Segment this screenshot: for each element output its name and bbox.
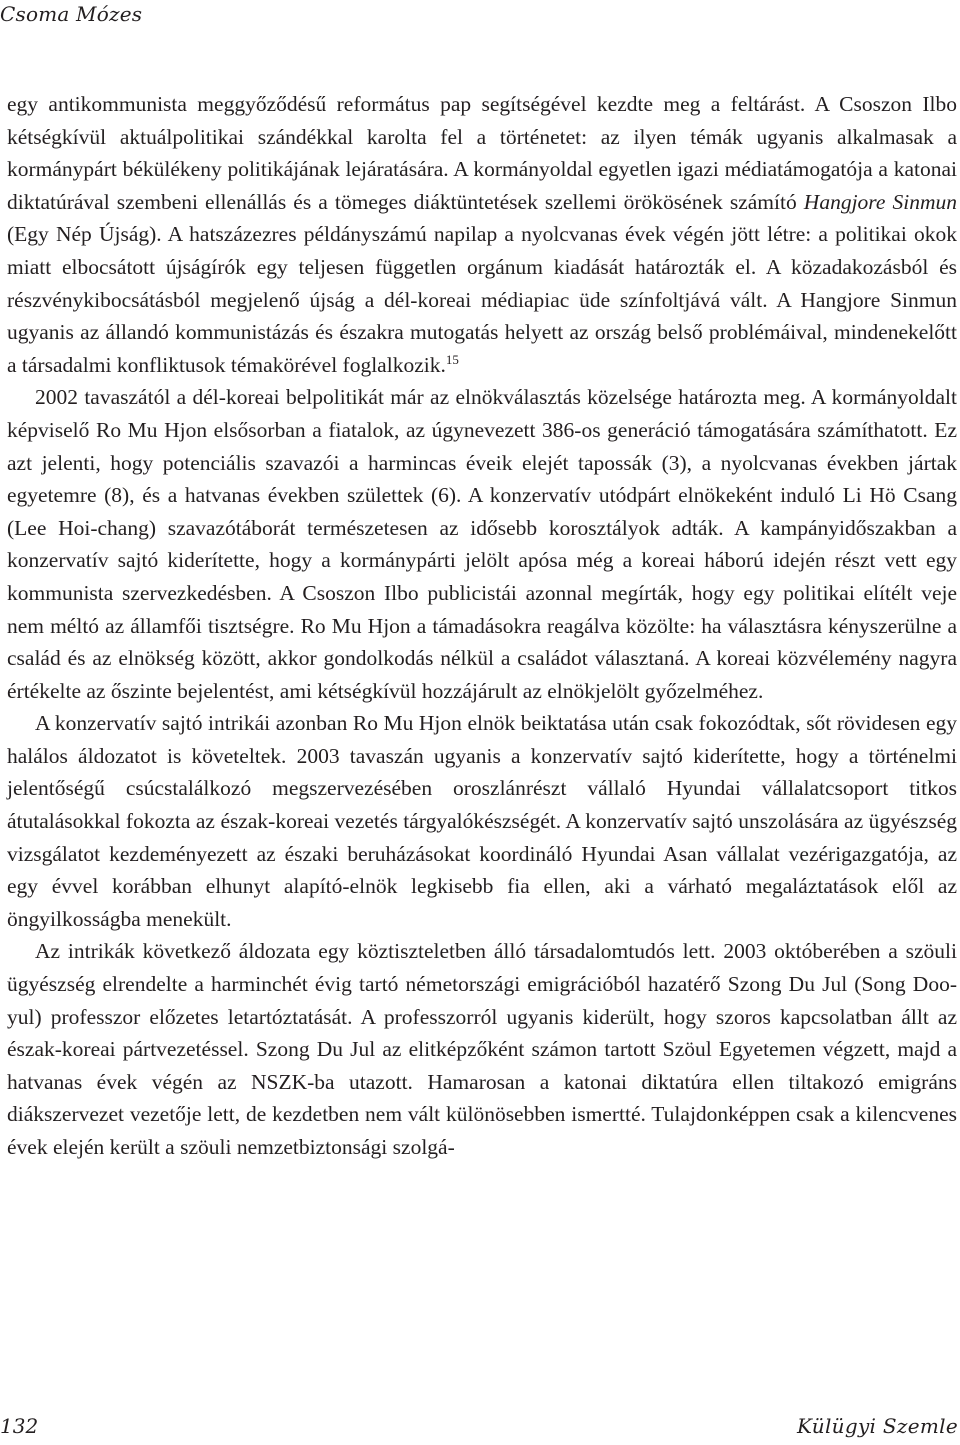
paragraph-4: Az intrikák következő áldozata egy köztiszteletben álló társadalomtudós lett. 2003 októberében a szöuli ügyészség elrendelte a harminchét évig tartó németországi emigrációból hazatérő Szong Du Jul (Song Doo-yul) professzor előzetes letartóztatását. A professzorról ugyanis kiderült, hogy szoros kapcsolatban állt az észak-koreai pártvezetéssel. Szong Du Jul az elitképzőként számon tartott Szöul Egyetemen végzett, majd a hatvanas évek végén az NSZK-ba utazott. Hamarosan a katonai diktatúra ellen tiltakozó emigráns diákszervezet vezetője lett, de kezdetben nem vált különösebben ismertté. Tulajdonképpen csak a kilencvenes évek elején került a szöuli nemzetbiztonsági szolgá- [7, 939, 957, 1159]
paragraph-1-text-b: (Egy Nép Újság). A hatszázezres példányszámú napilap a nyolcvanas évek végén jött létre: a politikai okok miatt elbocsátott újságírók egy teljesen független orgánum kiadását határozták el. A közadakozásból és részvénykibocsátásból megjelenő újság a dél-koreai médiapiac üde színfoltjává vált. A Hangjore Sinmun ugyanis az állandó kommunistázás és északra mutogatás helyett az ország belső problémáival, mindenekelőtt a társadalmi konfliktusok témakörével foglalkozik. [7, 222, 957, 377]
journal-title: Külügyi Szemle [797, 1414, 958, 1438]
paragraph-1 [7, 88, 957, 381]
paragraph-3: A konzervatív sajtó intrikái azonban Ro Mu Hjon elnök beiktatása után csak fokozódtak, sőt rövidesen egy halálos áldozatot is követeltek. 2003 tavaszán ugyanis a konzervatív sajtó kiderítette, hogy a történelmi jelentőségű csúcstalálkozó megszervezésében oroszlánrészt vállaló Hyundai vállalatcsoport titkos átutalásokkal fokozta az észak-koreai vezetés tárgyalókészségét. A konzervatív sajtó unszolására az ügyészség vizsgálatot kezdeményezett az északi beruházásokat koordináló Hyundai Asan vállalat vezérigazgatója, az egy évvel korábban elhunyt alapító-elnök legkisebb fia ellen, aki a várható megaláztatások elől az öngyilkosságba menekült. [7, 711, 957, 931]
newspaper-title-italic: Hangjore Sinmun [803, 189, 957, 214]
page-number: 132 [0, 1414, 39, 1438]
footnote-ref-15[interactable]: 15 [445, 351, 459, 367]
running-head-author: Csoma Mózes [0, 2, 143, 26]
paragraph-2: 2002 tavaszától a dél-koreai belpolitikát már az elnökválasztás közelsége határozta meg. A kormányoldalt képviselő Ro Mu Hjon elsősorban a fiatalok, az úgynevezett 386-os generáció támogatására számíthatott. Ez azt jelenti, hogy potenciális szavazói a harmincas éveik elejét tapossák (3), a nyolcvanas években jártak egyetemre (8), és a hatvanas években születtek (6). A konzervatív utódpárt elnökeként induló Li Hö Csang (Lee Hoi-chang) szavazótáborát természetesen az idősebb korosztályok adták. A kampányidőszakban a konzervatív sajtó kiderítette, hogy a kormánypárti jelölt apósa még a koreai háború idején részt vett egy kommunista szervezkedésben. A Csoszon Ilbo publicistái azonnal megírták, hogy egy politikai elítélt veje nem méltó az államfői tisztségre. Ro Mu Hjon a támadásokra reagálva közölte: ha választásra kényszerülne a család és az elnökség között, akkor gondolkodás nélkül a családot választaná. A koreai közvélemény nagyra értékelte az őszinte bejelentést, ami kétségkívül hozzájárult az elnökjelölt győzelméhez. [7, 385, 957, 703]
paragraph-1-text-a: egy antikommunista meggyőződésű református pap segítségével kezdte meg a feltárást. A Csoszon Ilbo kétségkívül aktuálpolitikai szándékkal karolta fel a történetet: az ilyen témák ugyanis alkalmasak a kormánypárt békülékeny politikájának lejáratására. A kormányoldal egyetlen igazi médiatámogatója a katonai diktatúrával szembeni ellenállás és a tömeges diáktüntetések szellemi örökösének számító [7, 92, 957, 214]
article-body [7, 88, 957, 1164]
